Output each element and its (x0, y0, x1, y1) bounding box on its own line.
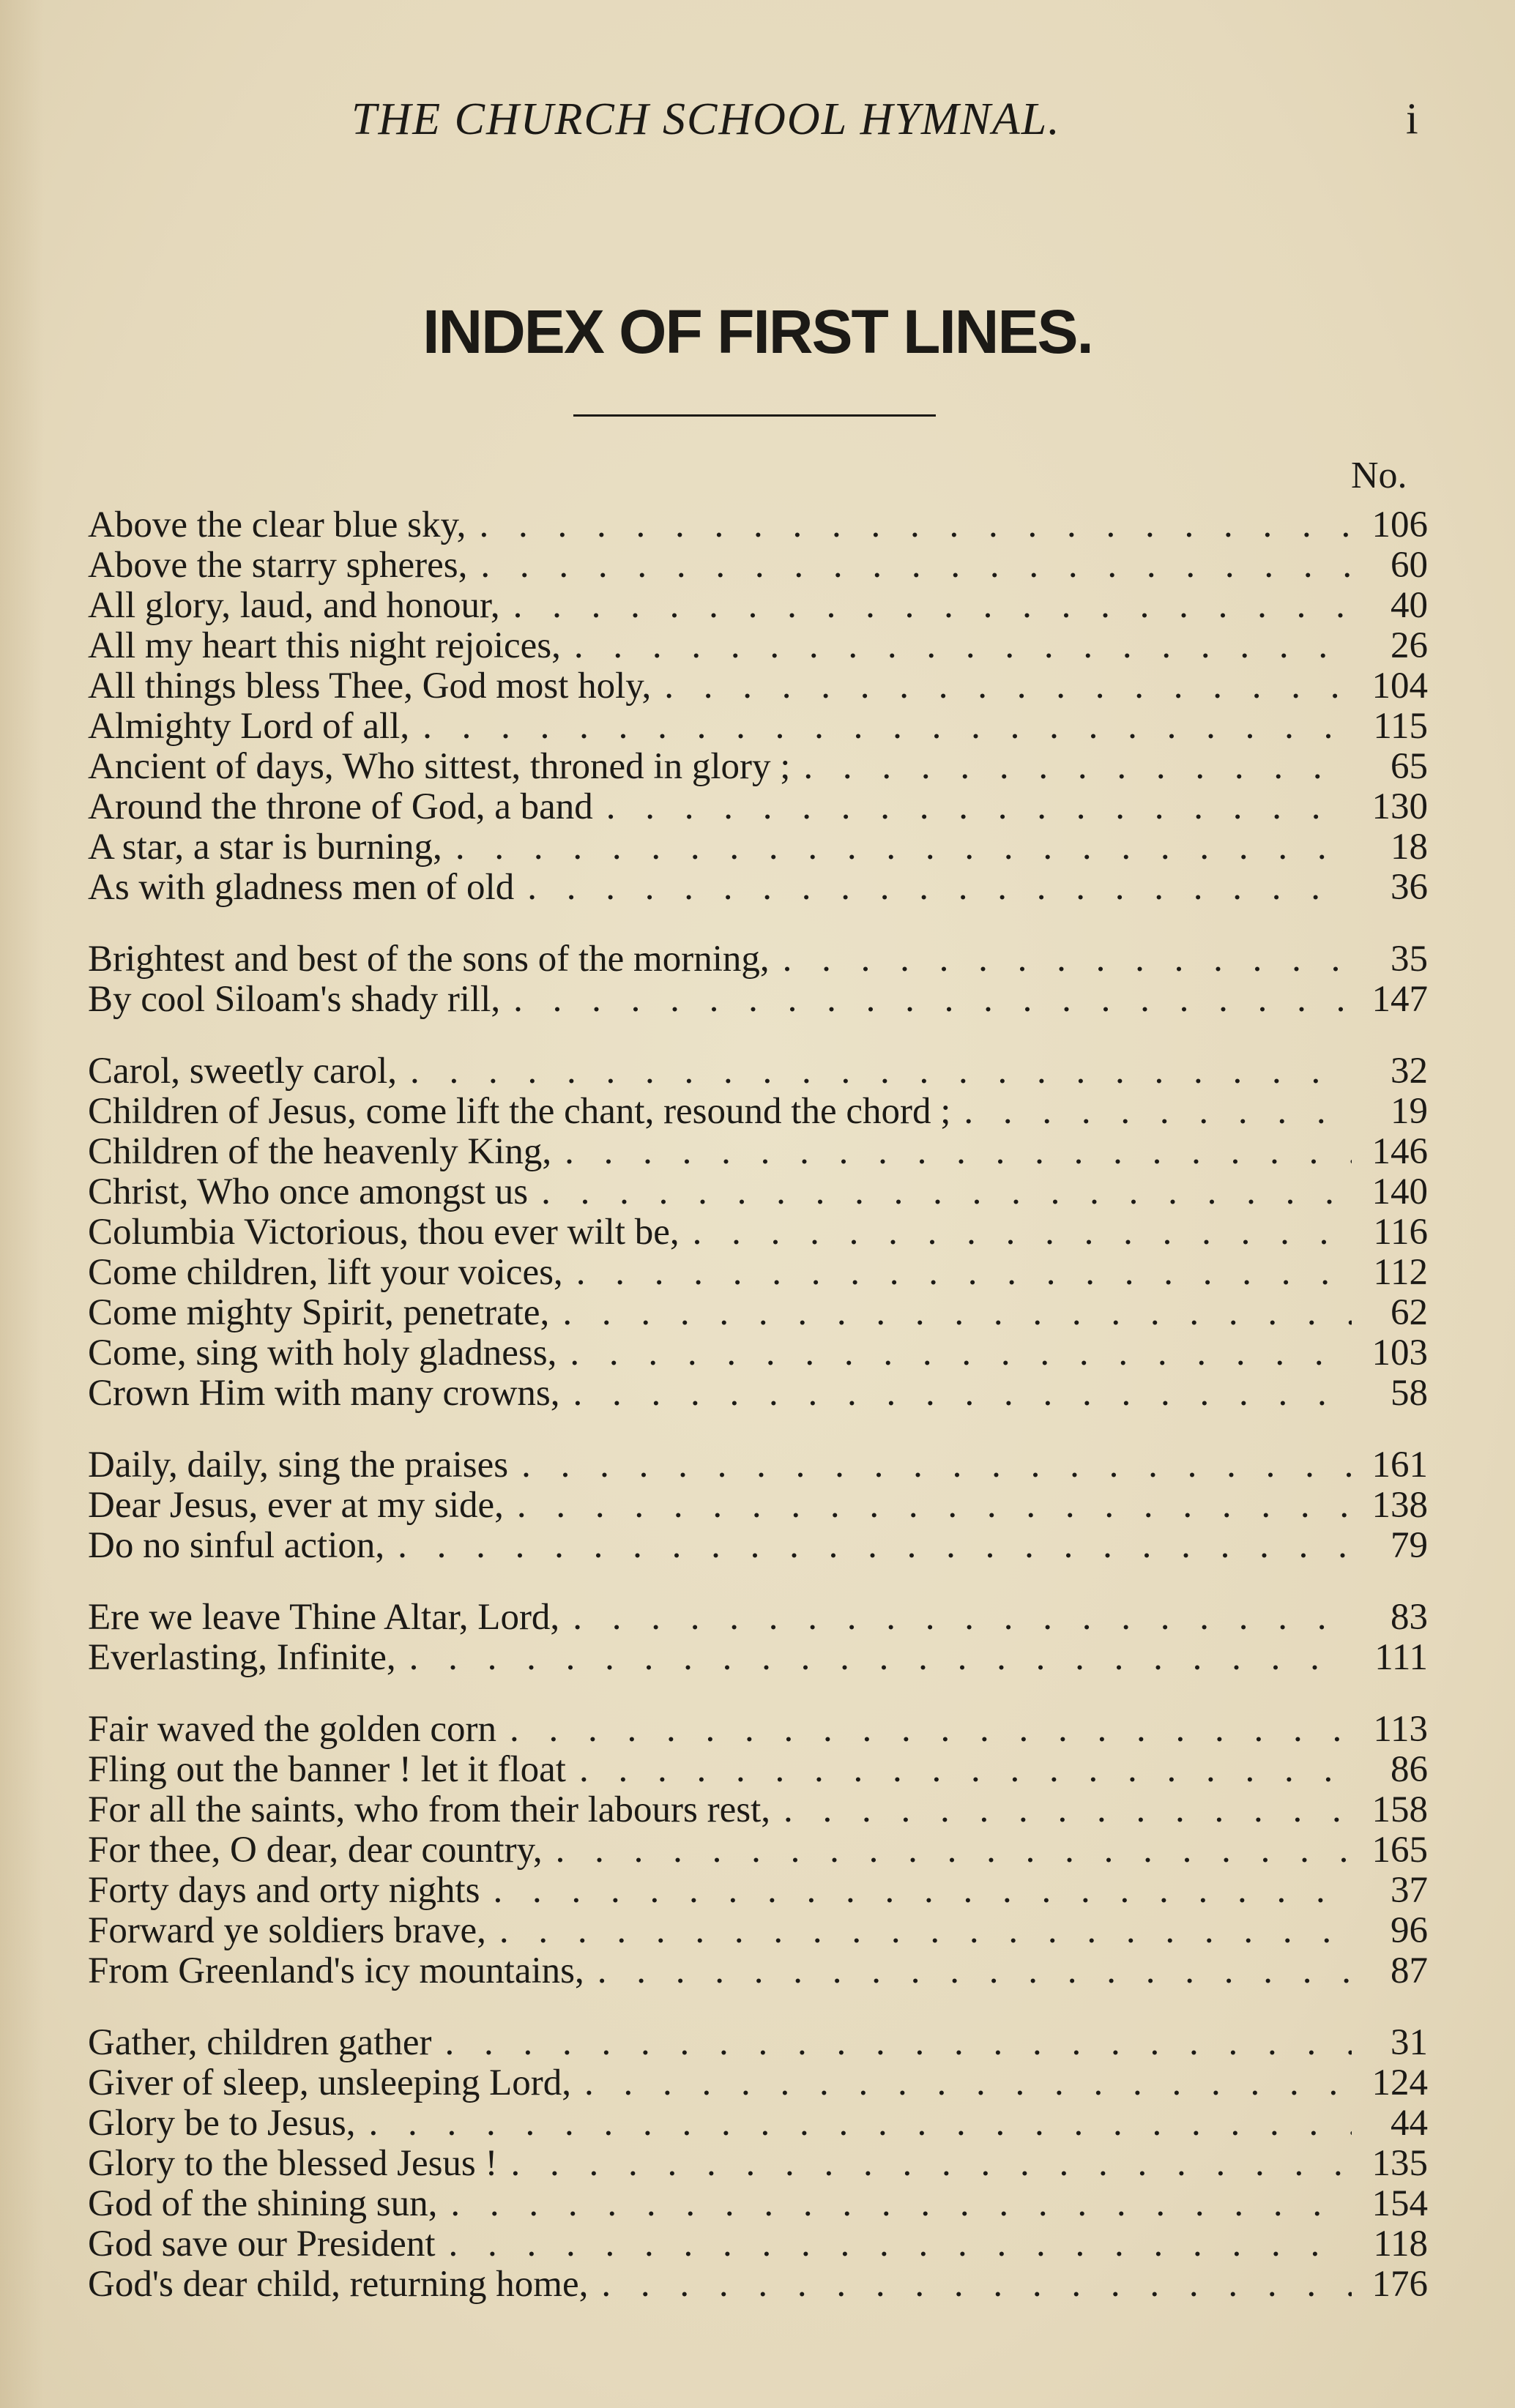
first-line-text: All my heart this night rejoices, (88, 625, 561, 666)
index-entry (88, 1951, 1428, 1991)
first-line-text: Forty days and orty nights (88, 1870, 480, 1911)
hymn-number: 35 (1391, 939, 1428, 980)
index-entry (88, 2224, 1428, 2265)
index-entry (88, 1253, 1428, 1293)
first-line-text: From Greenland's icy mountains, (88, 1950, 584, 1991)
first-line-text: Come mighty Spirit, penetrate, (88, 1292, 550, 1333)
first-line-text: Children of the heavenly King, (88, 1131, 552, 1172)
index-entry (88, 2023, 1428, 2063)
hymn-number: 19 (1391, 1091, 1428, 1132)
hymn-number: 106 (1371, 504, 1428, 545)
dot-leader (783, 1790, 1352, 1830)
index-entry (88, 1445, 1428, 1486)
page-number: i (1406, 94, 1418, 143)
first-line-text: Dear Jesus, ever at my side, (88, 1485, 504, 1526)
first-line-text: Forward ye soldiers brave, (88, 1910, 486, 1951)
first-line-text: Come children, lift your voices, (88, 1252, 563, 1293)
first-line-text: Do no sinful action, (88, 1525, 385, 1566)
first-line-text: A star, a star is burning, (88, 827, 442, 868)
index-entry (88, 2103, 1428, 2144)
hymn-number: 118 (1373, 2224, 1428, 2265)
hymn-number: 44 (1391, 2103, 1428, 2144)
hymn-number: 165 (1371, 1830, 1428, 1871)
index-entry (88, 1526, 1428, 1566)
first-line-text: Everlasting, Infinite, (88, 1637, 396, 1678)
index-entry (88, 1293, 1428, 1333)
first-line-text: Come, sing with holy gladness, (88, 1332, 557, 1373)
letter-group (88, 939, 1428, 1020)
index-entry (88, 2184, 1428, 2224)
number-column-label: No. (1351, 455, 1407, 496)
dot-leader (664, 666, 1352, 707)
dot-leader (556, 1830, 1352, 1871)
first-line-text: Above the clear blue sky, (88, 504, 466, 545)
dot-leader (576, 1253, 1352, 1293)
hymn-number: 96 (1391, 1910, 1428, 1951)
dot-leader (527, 868, 1352, 908)
letter-group (88, 2023, 1428, 2305)
dot-leader (444, 2023, 1352, 2063)
index-entry (88, 2265, 1428, 2305)
first-line-text: God of the shining sun, (88, 2183, 438, 2224)
title-rule (573, 414, 936, 417)
index-entry (88, 586, 1428, 626)
dot-leader (803, 747, 1352, 787)
dot-leader (513, 586, 1352, 626)
first-line-text: For thee, O dear, dear country, (88, 1830, 543, 1871)
dot-leader (693, 1212, 1352, 1253)
hymn-number: 103 (1371, 1332, 1428, 1373)
dot-leader (521, 1445, 1352, 1486)
dot-leader (449, 2224, 1352, 2265)
first-line-text: Children of Jesus, come lift the chant, resound the chord ; (88, 1091, 951, 1132)
dot-leader (584, 2063, 1352, 2103)
index-entry (88, 545, 1428, 586)
index-entry (88, 626, 1428, 666)
index-entry (88, 1333, 1428, 1373)
dot-leader (511, 2144, 1352, 2184)
first-line-text: Above the starry spheres, (88, 545, 468, 586)
index-entry (88, 1830, 1428, 1871)
index-entry (88, 980, 1428, 1020)
hymn-number: 140 (1371, 1171, 1428, 1212)
hymn-number: 86 (1391, 1749, 1428, 1790)
dot-leader (410, 1051, 1352, 1092)
dot-leader (783, 939, 1352, 980)
running-title: THE CHURCH SCHOOL HYMNAL. (351, 94, 1061, 144)
first-line-text: As with gladness men of old (88, 867, 515, 908)
index-entry (88, 2063, 1428, 2103)
first-line-text: Fair waved the golden corn (88, 1709, 496, 1750)
letter-group (88, 1445, 1428, 1566)
first-line-text: Fling out the banner ! let it float (88, 1749, 566, 1790)
hymn-number: 116 (1373, 1212, 1428, 1253)
first-line-text: All glory, laud, and honour, (88, 585, 500, 626)
hymn-number: 130 (1371, 786, 1428, 827)
dot-leader (541, 1172, 1352, 1212)
hymn-number: 124 (1371, 2062, 1428, 2103)
dot-leader (598, 1951, 1352, 1991)
index-entry (88, 1750, 1428, 1790)
hymn-number: 135 (1371, 2143, 1428, 2184)
first-line-text: Glory to the blessed Jesus ! (88, 2143, 498, 2184)
first-line-text: God save our President (88, 2224, 436, 2265)
dot-leader (565, 1132, 1352, 1172)
hymn-number: 79 (1391, 1525, 1428, 1566)
index-entry (88, 1710, 1428, 1750)
first-line-text: Giver of sleep, unsleeping Lord, (88, 2062, 571, 2103)
index-entry (88, 747, 1428, 787)
hymn-number: 58 (1391, 1373, 1428, 1414)
hymn-number: 60 (1391, 545, 1428, 586)
hymn-number: 18 (1391, 827, 1428, 868)
running-head (0, 94, 1515, 152)
hymn-number: 36 (1391, 867, 1428, 908)
index-entries (88, 505, 1428, 2305)
index-entry (88, 1051, 1428, 1092)
hymn-number: 158 (1371, 1789, 1428, 1830)
dot-leader (450, 2184, 1352, 2224)
first-line-text: Brightest and best of the sons of the morning, (88, 939, 770, 980)
dot-leader (573, 1373, 1352, 1414)
dot-leader (480, 545, 1352, 586)
index-entry (88, 868, 1428, 908)
index-entry (88, 505, 1428, 545)
hymn-number: 87 (1391, 1950, 1428, 1991)
dot-leader (510, 1710, 1352, 1750)
index-entry (88, 1638, 1428, 1678)
hymn-number: 154 (1371, 2183, 1428, 2224)
letter-group (88, 505, 1428, 908)
dot-leader (606, 787, 1352, 827)
dot-leader (499, 1911, 1352, 1951)
dot-leader (493, 1871, 1352, 1911)
index-entry (88, 1092, 1428, 1132)
first-line-text: For all the saints, who from their labours rest, (88, 1789, 770, 1830)
hymn-number: 104 (1371, 666, 1428, 707)
index-entry (88, 1373, 1428, 1414)
first-line-text: Christ, Who once amongst us (88, 1171, 529, 1212)
hymn-number: 83 (1391, 1597, 1428, 1638)
dot-leader (409, 1638, 1352, 1678)
first-line-text: Crown Him with many crowns, (88, 1373, 560, 1414)
letter-group (88, 1051, 1428, 1414)
first-line-text: Almighty Lord of all, (88, 706, 410, 747)
dot-leader (570, 1333, 1352, 1373)
hymn-number: 115 (1373, 706, 1428, 747)
hymn-number: 37 (1391, 1870, 1428, 1911)
index-entry (88, 707, 1428, 747)
hymn-number: 147 (1371, 979, 1428, 1020)
dot-leader (455, 827, 1352, 868)
hymn-number: 62 (1391, 1292, 1428, 1333)
dot-leader (579, 1750, 1352, 1790)
first-line-text: Glory be to Jesus, (88, 2103, 356, 2144)
dot-leader (517, 1486, 1352, 1526)
hymn-number: 146 (1371, 1131, 1428, 1172)
first-line-text: Carol, sweetly carol, (88, 1051, 398, 1092)
hymn-number: 111 (1374, 1637, 1428, 1678)
dot-leader (562, 1293, 1352, 1333)
letter-group (88, 1710, 1428, 1991)
hymn-number: 176 (1371, 2264, 1428, 2305)
dot-leader (513, 980, 1352, 1020)
dot-leader (573, 1598, 1352, 1638)
dot-leader (574, 626, 1352, 666)
index-entry (88, 1598, 1428, 1638)
first-line-text: Ere we leave Thine Altar, Lord, (88, 1597, 560, 1638)
hymn-number: 32 (1391, 1051, 1428, 1092)
first-line-text: Columbia Victorious, thou ever wilt be, (88, 1212, 680, 1253)
index-entry (88, 1486, 1428, 1526)
first-line-text: God's dear child, returning home, (88, 2264, 589, 2305)
index-entry (88, 1172, 1428, 1212)
hymn-number: 112 (1373, 1252, 1428, 1293)
hymn-number: 65 (1391, 746, 1428, 787)
index-entry (88, 1790, 1428, 1830)
hymn-number: 138 (1371, 1485, 1428, 1526)
index-entry (88, 1871, 1428, 1911)
first-line-text: Daily, daily, sing the praises (88, 1445, 509, 1486)
dot-leader (368, 2103, 1352, 2144)
index-entry (88, 1212, 1428, 1253)
hymn-number: 26 (1391, 625, 1428, 666)
first-line-text: Ancient of days, Who sittest, throned in glory ; (88, 746, 791, 787)
dot-leader (601, 2265, 1352, 2305)
index-entry (88, 787, 1428, 827)
first-line-text: All things bless Thee, God most holy, (88, 666, 652, 707)
dot-leader (423, 707, 1352, 747)
first-line-text: By cool Siloam's shady rill, (88, 979, 501, 1020)
index-entry (88, 1911, 1428, 1951)
page-title: INDEX OF FIRST LINES. (423, 297, 1092, 366)
index-entry (88, 666, 1428, 707)
index-entry (88, 1132, 1428, 1172)
letter-group (88, 1598, 1428, 1678)
hymn-number: 113 (1373, 1709, 1428, 1750)
first-line-text: Around the throne of God, a band (88, 786, 593, 827)
hymn-number: 161 (1371, 1445, 1428, 1486)
dot-leader (398, 1526, 1352, 1566)
index-entry (88, 2144, 1428, 2184)
dot-leader (479, 505, 1352, 545)
index-entry (88, 939, 1428, 980)
dot-leader (964, 1092, 1352, 1132)
hymn-number: 40 (1391, 585, 1428, 626)
first-line-text: Gather, children gather (88, 2022, 432, 2063)
hymn-number: 31 (1391, 2022, 1428, 2063)
index-entry (88, 827, 1428, 868)
